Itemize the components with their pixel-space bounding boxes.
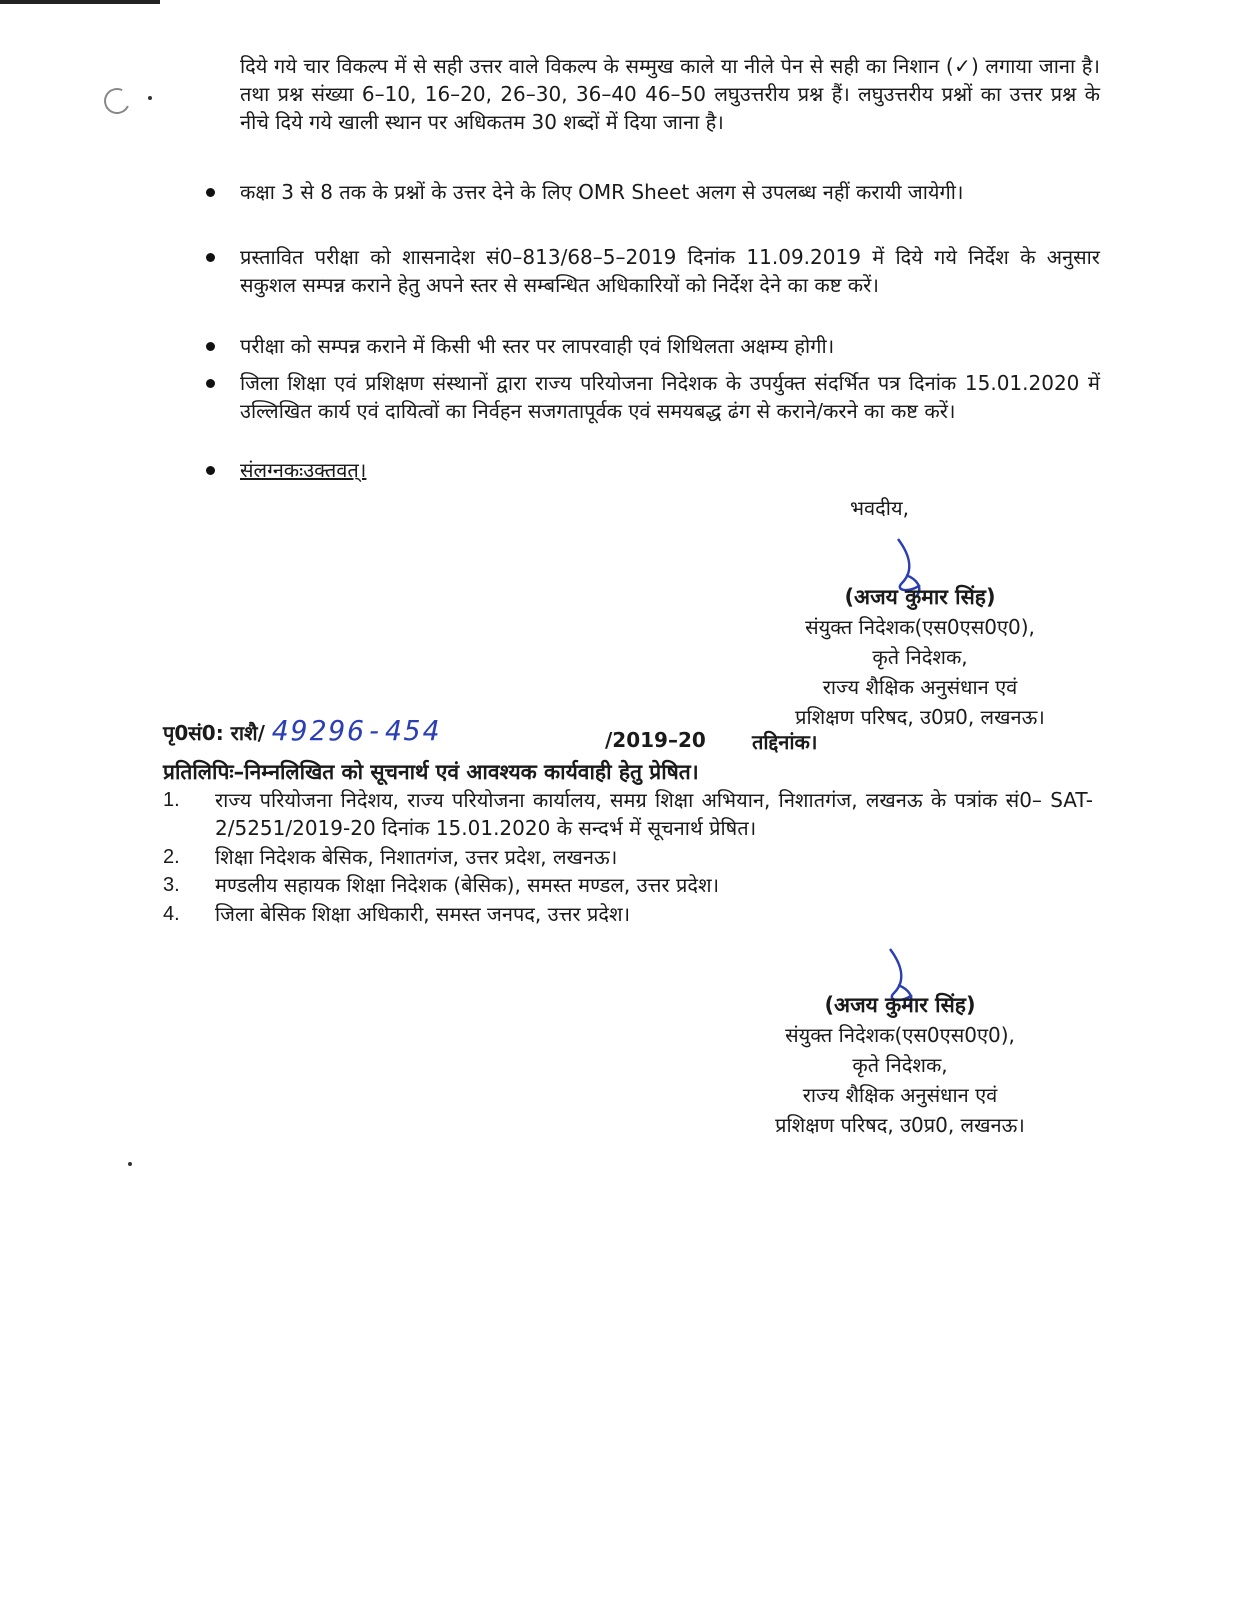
copy-list-item: [163, 843, 1093, 871]
copy-list-item: [163, 786, 1093, 842]
copy-list-item: [163, 900, 1093, 928]
signatory-designation: संयुक्त निदेशक(एस0एस0ए0),: [785, 1023, 1015, 1047]
signatory-org-line1: राज्य शैक्षिक अनुसंधान एवं: [802, 1083, 998, 1107]
bullet-item-omr: कक्षा 3 से 8 तक के प्रश्नों के उत्तर देने के लिए OMR Sheet अलग से उपलब्ध नहीं करायी जायेगी।: [240, 178, 1100, 206]
bullet-item-negligence: परीक्षा को सम्पन्न कराने में किसी भी स्तर पर लापरवाही एवं शिथिलता अक्षम्य होगी।: [240, 332, 1100, 360]
signature-block-2: [750, 990, 1050, 1140]
bullet-item-diet: जिला शिक्षा एवं प्रशिक्षण संस्थानों द्वारा राज्य परियोजना निदेशक के उपर्युक्त संदर्भित पत्र दिनांक 15.01.2020 में उल्लिखित कार्य एवं दायित्वों का निर्वहन सजगतापूर्वक एवं समयबद्ध ढंग से कराने/करने का कष्ट करें।: [240, 371, 1100, 423]
copy-list-number: 2.: [163, 846, 180, 868]
intro-paragraph: दिये गये चार विकल्प में से सही उत्तर वाले विकल्प के सम्मुख काले या नीले पेन से सही का निशान (✓) लगाया जाना है। तथा प्रश्न संख्या 6–10, 16–20, 26–30, 36–40 46–50 लघुउत्तरीय प्रश्न हैं। लघुउत्तरीय प्रश्नों का उत्तर प्रश्न के नीचे दिये गये खाली स्थान पर अधिकतम 30 शब्दों में दिया जाना है।: [240, 54, 1100, 134]
signatory-on-behalf: कृते निदेशक,: [872, 645, 968, 669]
handwritten-reference-number: 49296-454: [271, 714, 442, 747]
copy-heading: प्रतिलिपिः–निम्नलिखित को सूचनार्थ एवं आवश्यक कार्यवाही हेतु प्रेषित।: [163, 760, 699, 784]
reference-line: [163, 714, 442, 747]
copy-list-text: मण्डलीय सहायक शिक्षा निदेशक (बेसिक), समस्त मण्डल, उत्तर प्रदेश।: [215, 873, 720, 897]
scan-edge-mark: [0, 0, 160, 4]
signatory-org-line2: प्रशिक्षण परिषद, उ0प्र0, लखनऊ।: [795, 705, 1045, 729]
copy-list-text: जिला बेसिक शिक्षा अधिकारी, समस्त जनपद, उत्तर प्रदेश।: [215, 902, 631, 926]
bullet-item-attachment: [240, 456, 1100, 484]
signatory-org-line1: राज्य शैक्षिक अनुसंधान एवं: [822, 675, 1018, 699]
bullet-item-govt-order: प्रस्तावित परीक्षा को शासनादेश सं0–813/68–5–2019 दिनांक 11.09.2019 में दिये गये निर्देश के अनुसार सकुशल सम्पन्न कराने हेतु अपने स्तर से सम्बन्धित अधिकारियों को निर्देश देने का कष्ट करें।: [240, 245, 1100, 297]
copy-list-number: 1.: [163, 789, 180, 811]
copy-list-text: शिक्षा निदेशक बेसिक, निशातगंज, उत्तर प्रदेश, लखनऊ।: [215, 845, 618, 869]
attachment-text: संलग्नकःउक्तवत्।: [240, 458, 367, 482]
copy-list-number: 4.: [163, 903, 180, 925]
signatory-on-behalf: कृते निदेशक,: [852, 1053, 948, 1077]
closing-text: भवदीय,: [850, 496, 909, 520]
signatory-designation: संयुक्त निदेशक(एस0एस0ए0),: [805, 615, 1035, 639]
scan-artifact: [100, 84, 133, 117]
signatory-name: (अजय कुमार सिंह): [824, 993, 976, 1017]
signatory-org-line2: प्रशिक्षण परिषद, उ0प्र0, लखनऊ।: [775, 1113, 1025, 1137]
scan-artifact-dot: [148, 96, 152, 100]
reference-date: तद्दिनांक।: [752, 730, 818, 754]
copy-list-number: 3.: [163, 874, 180, 896]
reference-year: /2019–20: [605, 728, 706, 752]
signature-block-1: [770, 582, 1070, 732]
copy-list-text: राज्य परियोजना निदेशय, राज्य परियोजना कार्यालय, समग्र शिक्षा अभियान, निशातगंज, लखनऊ के पत्रांक सं0– SAT-2/5251/2019-20 दिनांक 15.01.2020 के सन्दर्भ में सूचनार्थ प्रेषित।: [215, 788, 1093, 840]
copy-list-item: [163, 871, 1093, 899]
scan-artifact-dot: [128, 1162, 132, 1166]
signatory-name: (अजय कुमार सिंह): [844, 585, 996, 609]
reference-prefix: पृ0सं0: राशै/: [163, 721, 265, 745]
